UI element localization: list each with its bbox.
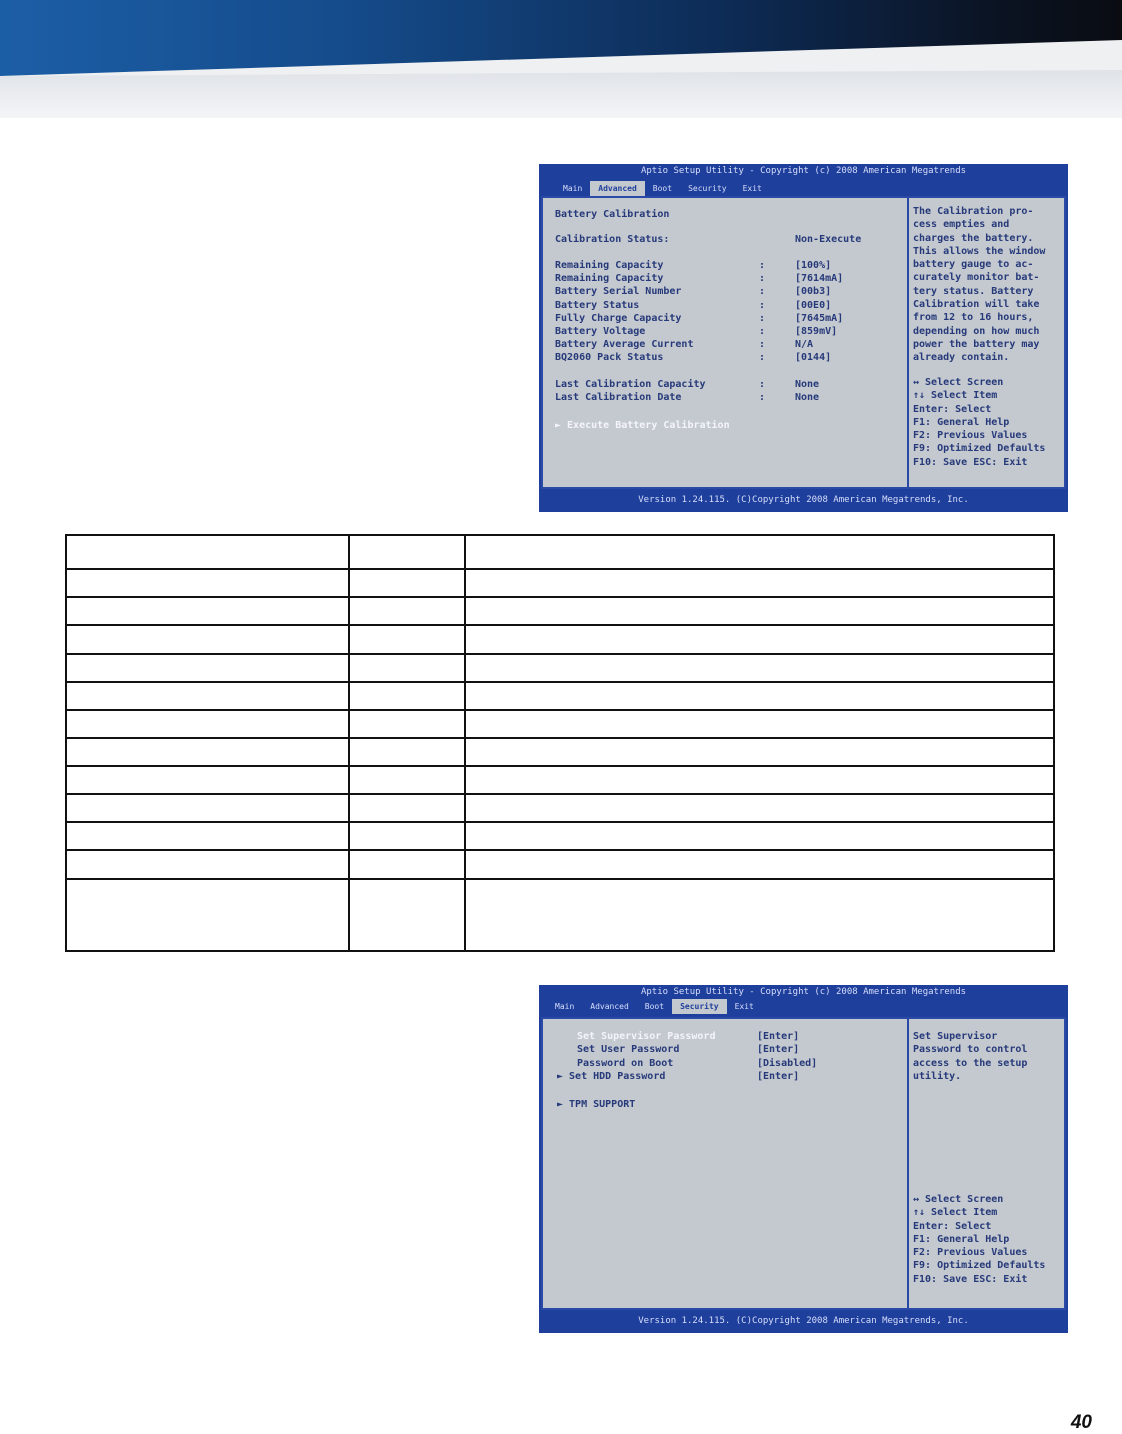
settings-table	[65, 534, 1055, 952]
battery-info-label: BQ2060 Pack Status	[555, 352, 664, 364]
tab-advanced[interactable]: Advanced	[590, 181, 645, 196]
battery-info-value: [7614mA]	[795, 273, 844, 285]
table-cell	[465, 597, 1054, 625]
table-cell	[349, 794, 465, 822]
battery-info-separator: :	[759, 273, 766, 285]
table-row	[66, 535, 1054, 569]
battery-info-label: Fully Charge Capacity	[555, 312, 682, 324]
table-cell	[465, 682, 1054, 710]
bios-security-screen	[539, 985, 1068, 1333]
tpm-support-item[interactable]: ► TPM SUPPORT	[557, 1099, 636, 1110]
bios-main-panel	[541, 196, 1066, 489]
key-legend-line: F9: Optimized Defaults	[913, 1260, 1046, 1272]
table-cell	[465, 850, 1054, 878]
security-item-value[interactable]: [Disabled]	[757, 1057, 818, 1069]
bios-main-panel	[541, 1017, 1066, 1310]
battery-info-value: [00E0]	[795, 299, 832, 311]
table-cell	[66, 535, 349, 569]
help-line: This allows the window	[913, 245, 1046, 257]
table-cell	[465, 822, 1054, 850]
table-row	[66, 822, 1054, 850]
bios-tab-bar	[547, 999, 762, 1014]
battery-info-value: [7645mA]	[795, 312, 844, 324]
header-banner-shade	[0, 70, 1122, 118]
calibration-status-label: Calibration Status:	[555, 234, 670, 245]
table-cell	[66, 850, 349, 878]
battery-info-label: Battery Status	[555, 299, 640, 311]
battery-info-separator: :	[759, 260, 766, 271]
table-cell	[66, 569, 349, 597]
table-cell	[465, 710, 1054, 738]
table-cell	[465, 766, 1054, 794]
bios-battery-calibration-screen	[539, 164, 1068, 512]
last-calibration-value: None	[795, 379, 820, 390]
battery-info-value: N/A	[795, 339, 814, 351]
help-line: tery status. Battery	[913, 285, 1034, 297]
bios-footer: Version 1.24.115. (C)Copyright 2008 American Megatrends, Inc.	[638, 495, 969, 505]
header-banner	[0, 0, 1122, 118]
security-item-label[interactable]: ► Set HDD Password	[557, 1070, 666, 1082]
security-item-label[interactable]: Set User Password	[577, 1044, 680, 1056]
tab-security[interactable]: Security	[672, 999, 727, 1014]
key-legend-line: Enter: Select	[913, 403, 992, 415]
tab-security[interactable]: Security	[688, 184, 727, 193]
section-heading: Battery Calibration	[555, 209, 670, 220]
table-cell	[349, 682, 465, 710]
tab-advanced[interactable]: Advanced	[590, 1002, 629, 1011]
page-number: 40	[1070, 1412, 1092, 1433]
table-cell	[66, 822, 349, 850]
bios-tab-bar	[555, 181, 770, 196]
battery-info-label: Remaining Capacity	[555, 273, 664, 285]
tab-main[interactable]: Main	[555, 1002, 575, 1011]
table-cell	[66, 710, 349, 738]
key-legend-line: Enter: Select	[913, 1220, 992, 1232]
battery-info-label: Battery Voltage	[555, 326, 646, 337]
help-line: charges the battery.	[913, 232, 1034, 244]
table-cell	[66, 597, 349, 625]
battery-info-label: Remaining Capacity	[555, 260, 664, 271]
tab-exit[interactable]: Exit	[742, 184, 762, 193]
table-row	[66, 710, 1054, 738]
help-line: Password to control	[913, 1044, 1028, 1056]
help-line: power the battery may	[913, 338, 1040, 350]
help-text	[913, 205, 1045, 365]
table-cell	[349, 766, 465, 794]
last-calibration-label: Last Calibration Date	[555, 392, 682, 404]
table-cell	[465, 625, 1054, 653]
table-cell	[349, 850, 465, 878]
help-line: already contain.	[913, 352, 1010, 364]
table-cell	[349, 569, 465, 597]
last-calibration-label: Last Calibration Capacity	[555, 379, 706, 390]
table-cell	[349, 597, 465, 625]
table-cell	[465, 879, 1054, 951]
table-cell	[66, 766, 349, 794]
help-line: from 12 to 16 hours,	[913, 312, 1034, 324]
help-line: utility.	[913, 1070, 962, 1082]
calibration-status-value: Non-Execute	[795, 234, 862, 245]
table-row	[66, 625, 1054, 653]
help-line: cess empties and	[913, 219, 1010, 231]
help-line: curately monitor bat-	[913, 272, 1040, 284]
battery-info-label: Battery Serial Number	[555, 286, 682, 298]
table-cell	[66, 794, 349, 822]
battery-info-separator: :	[759, 352, 766, 364]
table-cell	[465, 738, 1054, 766]
table-cell	[349, 879, 465, 951]
tab-exit[interactable]: Exit	[734, 1002, 754, 1011]
help-line: Set Supervisor	[913, 1031, 998, 1042]
table-cell	[465, 794, 1054, 822]
table-cell	[349, 710, 465, 738]
table-cell	[66, 625, 349, 653]
key-legend-line: ↔ Select Screen	[913, 377, 1004, 388]
battery-info-separator: :	[759, 339, 766, 351]
bios-title: Aptio Setup Utility - Copyright (c) 2008 American Megatrends	[640, 987, 967, 997]
table-row	[66, 738, 1054, 766]
table-cell	[349, 625, 465, 653]
key-legend	[913, 1193, 1045, 1286]
key-legend-line: F10: Save ESC: Exit	[913, 456, 1028, 468]
security-item-value[interactable]: [Enter]	[757, 1031, 800, 1042]
last-calibration-separator: :	[759, 379, 766, 390]
table-row	[66, 794, 1054, 822]
panel-divider	[907, 1019, 909, 1308]
execute-battery-calibration-item[interactable]: ► Execute Battery Calibration	[555, 420, 730, 431]
key-legend-line: F1: General Help	[913, 416, 1010, 428]
key-legend-line: F9: Optimized Defaults	[913, 443, 1046, 455]
bios-title: Aptio Setup Utility - Copyright (c) 2008 American Megatrends	[640, 166, 967, 176]
header-banner-blue	[0, 0, 1122, 76]
help-line: access to the setup	[913, 1057, 1028, 1069]
battery-info-separator: :	[759, 312, 766, 324]
security-item-value[interactable]: [Enter]	[757, 1070, 800, 1082]
key-legend-line: F2: Previous Values	[913, 1247, 1028, 1259]
last-calibration-separator: :	[759, 392, 766, 404]
help-line: depending on how much	[913, 325, 1040, 337]
battery-info-separator: :	[759, 299, 766, 311]
key-legend-line: ↑↓ Select Item	[913, 1207, 998, 1219]
table-cell	[66, 682, 349, 710]
key-legend-line: ↑↓ Select Item	[913, 390, 998, 402]
battery-info-value: [00b3]	[795, 286, 832, 298]
table-row	[66, 654, 1054, 682]
security-item-label[interactable]: Password on Boot	[577, 1057, 674, 1069]
battery-info-separator: :	[759, 326, 766, 337]
help-text	[913, 1030, 1027, 1083]
table-row	[66, 879, 1054, 951]
key-legend-line: F2: Previous Values	[913, 430, 1028, 442]
table-row	[66, 597, 1054, 625]
battery-info-separator: :	[759, 286, 766, 298]
tab-boot[interactable]: Boot	[644, 1002, 665, 1011]
help-line: Calibration will take	[913, 299, 1040, 311]
table-row	[66, 766, 1054, 794]
battery-info-label: Battery Average Current	[555, 339, 694, 351]
table-cell	[349, 822, 465, 850]
table-cell	[465, 535, 1054, 569]
security-item-label[interactable]: Set Supervisor Password	[577, 1031, 716, 1042]
bios-footer: Version 1.24.115. (C)Copyright 2008 American Megatrends, Inc.	[638, 1316, 969, 1326]
help-line: battery gauge to ac-	[913, 259, 1034, 271]
table-cell	[349, 654, 465, 682]
last-calibration-value: None	[795, 392, 820, 404]
panel-divider	[907, 198, 909, 487]
table-cell	[465, 569, 1054, 597]
table-row	[66, 569, 1054, 597]
key-legend-line: F10: Save ESC: Exit	[913, 1273, 1028, 1285]
table-row	[66, 682, 1054, 710]
security-item-value[interactable]: [Enter]	[757, 1044, 800, 1056]
tab-main[interactable]: Main	[563, 184, 583, 193]
battery-info-value: [100%]	[795, 260, 832, 271]
table-cell	[349, 738, 465, 766]
key-legend-line: ↔ Select Screen	[913, 1194, 1004, 1205]
table-cell	[66, 879, 349, 951]
key-legend-line: F1: General Help	[913, 1233, 1010, 1245]
table-cell	[66, 654, 349, 682]
tab-boot[interactable]: Boot	[652, 184, 673, 193]
table-row	[66, 850, 1054, 878]
battery-info-value: [859mV]	[795, 326, 838, 337]
help-line: The Calibration pro-	[913, 206, 1034, 217]
key-legend	[913, 376, 1045, 469]
table-cell	[465, 654, 1054, 682]
battery-info-value: [0144]	[795, 352, 832, 364]
table-cell	[349, 535, 465, 569]
table-cell	[66, 738, 349, 766]
